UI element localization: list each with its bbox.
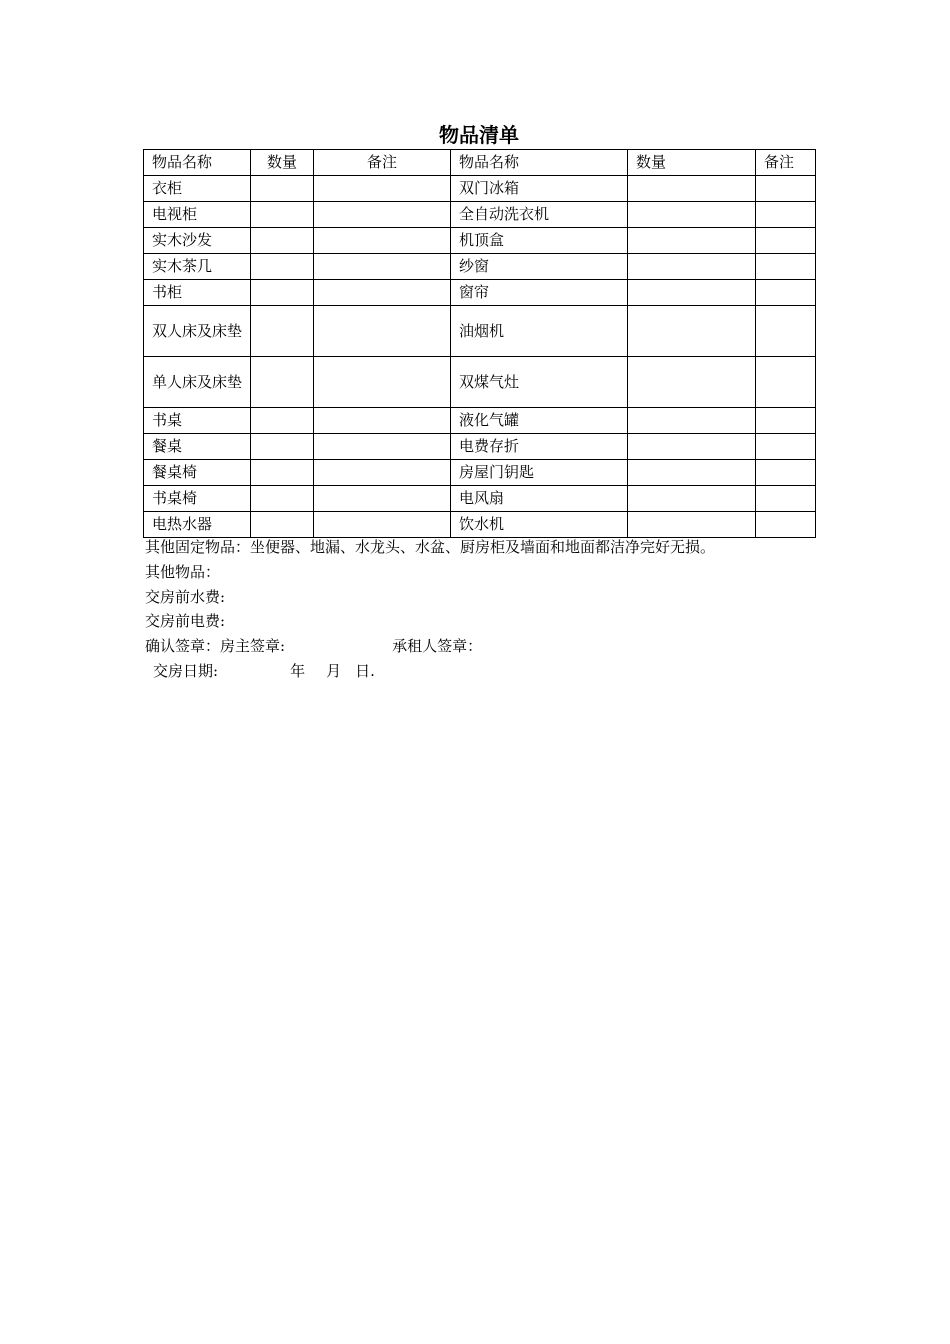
item-name-cell: 衣柜: [144, 176, 251, 202]
remarks-cell: [756, 228, 816, 254]
quantity-cell: [251, 460, 314, 486]
quantity-cell: [251, 486, 314, 512]
item-name-cell: 双煤气灶: [451, 357, 628, 408]
table-row: [144, 306, 816, 357]
remarks-cell: [314, 434, 451, 460]
remarks-cell: [756, 176, 816, 202]
quantity-cell: [628, 408, 756, 434]
remarks-cell: [756, 280, 816, 306]
header-quantity: 数量: [251, 150, 314, 176]
item-name-cell: 双门冰箱: [451, 176, 628, 202]
handover-date-label: 交房日期:: [153, 662, 219, 680]
remarks-cell: [756, 357, 816, 408]
quantity-cell: [628, 228, 756, 254]
quantity-cell: [251, 357, 314, 408]
remarks-cell: [314, 176, 451, 202]
quantity-cell: [628, 434, 756, 460]
remarks-cell: [756, 408, 816, 434]
quantity-cell: [251, 254, 314, 280]
handover-date-line: [153, 661, 375, 681]
other-items-label: 其他物品：: [145, 563, 221, 581]
item-name-cell: 油烟机: [451, 306, 628, 357]
table-row: [144, 280, 816, 306]
item-name-cell: 餐桌: [144, 434, 251, 460]
water-fee-label: 交房前水费:: [145, 588, 226, 606]
quantity-cell: [628, 306, 756, 357]
landlord-sign-label: 确认签章：房主签章:: [145, 637, 286, 655]
date-day-label: 日.: [355, 662, 375, 680]
remarks-cell: [314, 512, 451, 538]
item-name-cell: 机顶盒: [451, 228, 628, 254]
remarks-cell: [314, 254, 451, 280]
date-year-label: 年: [290, 662, 306, 680]
tenant-sign-label: 承租人签章：: [392, 637, 483, 655]
item-name-cell: 房屋门钥匙: [451, 460, 628, 486]
remarks-cell: [314, 306, 451, 357]
table-row: [144, 512, 816, 538]
signature-line: [145, 636, 482, 656]
quantity-cell: [251, 176, 314, 202]
table-row: [144, 486, 816, 512]
table-row: [144, 460, 816, 486]
remarks-cell: [756, 306, 816, 357]
remarks-cell: [314, 408, 451, 434]
remarks-cell: [314, 202, 451, 228]
quantity-cell: [628, 460, 756, 486]
date-month-label: 月: [326, 662, 342, 680]
remarks-cell: [314, 280, 451, 306]
quantity-cell: [251, 202, 314, 228]
item-name-cell: 电视柜: [144, 202, 251, 228]
quantity-cell: [628, 176, 756, 202]
item-name-cell: 书柜: [144, 280, 251, 306]
quantity-cell: [251, 512, 314, 538]
header-quantity-2: 数量: [628, 150, 756, 176]
quantity-cell: [251, 306, 314, 357]
quantity-cell: [251, 408, 314, 434]
item-name-cell: 单人床及床垫: [144, 357, 251, 408]
item-name-cell: 餐桌椅: [144, 460, 251, 486]
table-row: [144, 202, 816, 228]
remarks-cell: [756, 202, 816, 228]
remarks-cell: [756, 486, 816, 512]
item-name-cell: 液化气罐: [451, 408, 628, 434]
item-name-cell: 全自动洗衣机: [451, 202, 628, 228]
document-title: 物品清单: [439, 123, 519, 147]
item-name-cell: 纱窗: [451, 254, 628, 280]
table-row: [144, 434, 816, 460]
quantity-cell: [628, 202, 756, 228]
remarks-cell: [756, 460, 816, 486]
table-row: [144, 254, 816, 280]
item-name-cell: 电风扇: [451, 486, 628, 512]
quantity-cell: [251, 228, 314, 254]
fixed-items-note: 其他固定物品：坐便器、地漏、水龙头、水盆、厨房柜及墙面和地面都洁净完好无损。: [145, 538, 716, 556]
item-name-cell: 饮水机: [451, 512, 628, 538]
remarks-cell: [314, 460, 451, 486]
header-remarks: 备注: [314, 150, 451, 176]
remarks-cell: [314, 228, 451, 254]
quantity-cell: [628, 254, 756, 280]
item-name-cell: 实木茶几: [144, 254, 251, 280]
quantity-cell: [628, 486, 756, 512]
table-row: [144, 408, 816, 434]
quantity-cell: [628, 357, 756, 408]
item-name-cell: 书桌: [144, 408, 251, 434]
remarks-cell: [756, 254, 816, 280]
item-name-cell: 双人床及床垫: [144, 306, 251, 357]
inventory-table: [143, 149, 816, 538]
table-header-row: [144, 150, 816, 176]
table-row: [144, 357, 816, 408]
item-name-cell: 电费存折: [451, 434, 628, 460]
quantity-cell: [251, 280, 314, 306]
remarks-cell: [314, 486, 451, 512]
item-name-cell: 书桌椅: [144, 486, 251, 512]
remarks-cell: [756, 512, 816, 538]
remarks-cell: [756, 434, 816, 460]
item-name-cell: 窗帘: [451, 280, 628, 306]
header-item-name: 物品名称: [144, 150, 251, 176]
remarks-cell: [314, 357, 451, 408]
electric-fee-label: 交房前电费:: [145, 612, 226, 630]
header-remarks-2: 备注: [756, 150, 816, 176]
item-name-cell: 电热水器: [144, 512, 251, 538]
quantity-cell: [251, 434, 314, 460]
quantity-cell: [628, 512, 756, 538]
table-row: [144, 228, 816, 254]
quantity-cell: [628, 280, 756, 306]
header-item-name-2: 物品名称: [451, 150, 628, 176]
table-row: [144, 176, 816, 202]
item-name-cell: 实木沙发: [144, 228, 251, 254]
